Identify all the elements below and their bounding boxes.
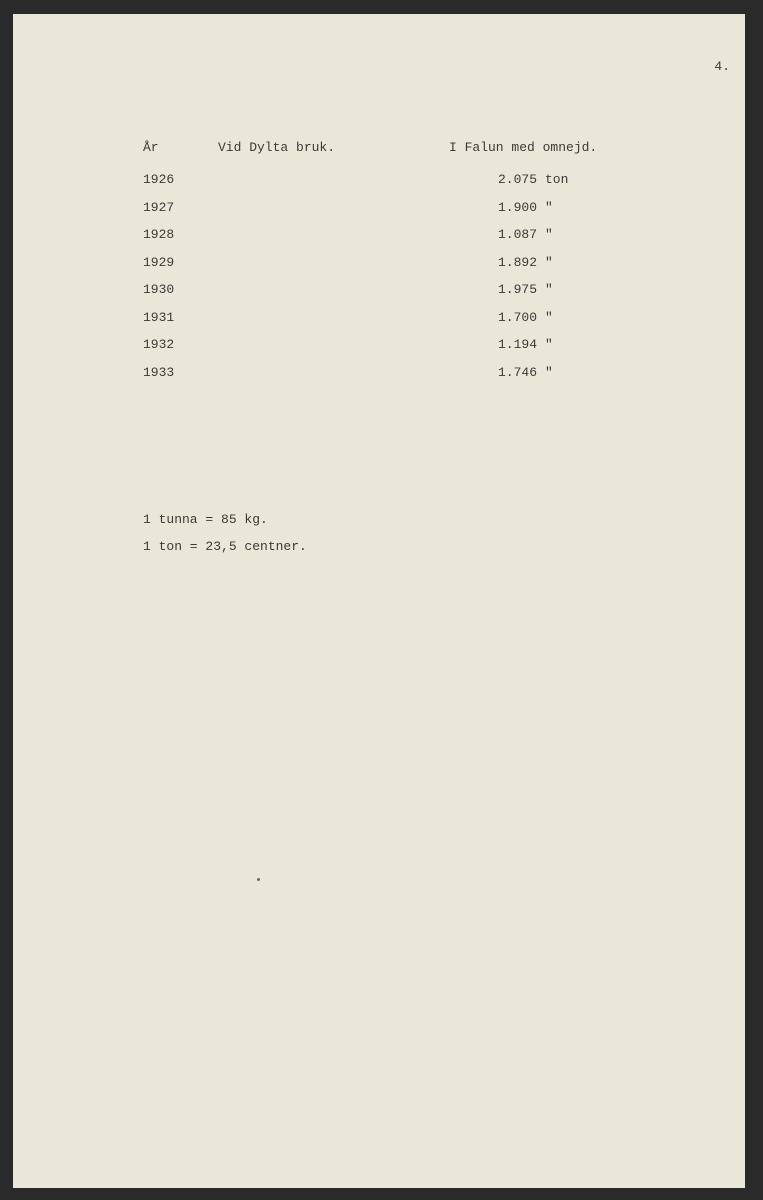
row-falun-value: 1.194 bbox=[497, 337, 537, 352]
conversion-notes bbox=[143, 512, 307, 566]
header-year: År bbox=[143, 140, 159, 155]
table-row bbox=[143, 282, 663, 310]
document-page bbox=[13, 14, 745, 1188]
row-falun-value: 2.075 bbox=[497, 172, 537, 187]
header-falun: I Falun med omnejd. bbox=[449, 140, 598, 155]
paper-speck bbox=[257, 878, 260, 881]
row-falun-value: 1.900 bbox=[497, 199, 537, 215]
row-year: 1933 bbox=[143, 364, 175, 380]
row-falun-value: 1.746 bbox=[497, 364, 537, 380]
row-falun-unit: " bbox=[545, 309, 553, 325]
page-number: 4. bbox=[714, 59, 730, 74]
table-row bbox=[143, 255, 663, 283]
row-year: 1929 bbox=[143, 254, 175, 270]
table-row bbox=[143, 200, 663, 228]
row-falun-unit: ton bbox=[545, 172, 569, 187]
row-falun-value: 1.892 bbox=[497, 254, 537, 270]
row-falun-unit: " bbox=[545, 364, 553, 380]
row-falun-unit: " bbox=[545, 254, 553, 270]
row-falun-unit: " bbox=[545, 337, 553, 352]
row-year: 1927 bbox=[143, 199, 175, 215]
note-tunna: 1 tunna = 85 kg. bbox=[143, 512, 268, 527]
row-year: 1928 bbox=[143, 227, 175, 242]
row-year: 1926 bbox=[143, 172, 175, 187]
header-dylta: Vid Dylta bruk. bbox=[218, 140, 336, 155]
production-table bbox=[143, 140, 663, 392]
row-falun-value: 1.975 bbox=[497, 282, 537, 297]
row-year: 1930 bbox=[143, 282, 175, 297]
row-falun-unit: " bbox=[545, 199, 553, 215]
row-falun-unit: " bbox=[545, 227, 553, 242]
row-falun-value: 1.087 bbox=[497, 227, 537, 242]
table-row bbox=[143, 227, 663, 255]
note-ton: 1 ton = 23,5 centner. bbox=[143, 539, 307, 554]
table-row bbox=[143, 172, 663, 200]
row-year: 1931 bbox=[143, 309, 175, 325]
table-header-row bbox=[143, 140, 663, 172]
row-year: 1932 bbox=[143, 337, 175, 352]
row-falun-unit: " bbox=[545, 282, 553, 297]
table-row bbox=[143, 310, 663, 338]
row-falun-value: 1.700 bbox=[497, 309, 537, 325]
table-row bbox=[143, 337, 663, 365]
table-row bbox=[143, 365, 663, 393]
